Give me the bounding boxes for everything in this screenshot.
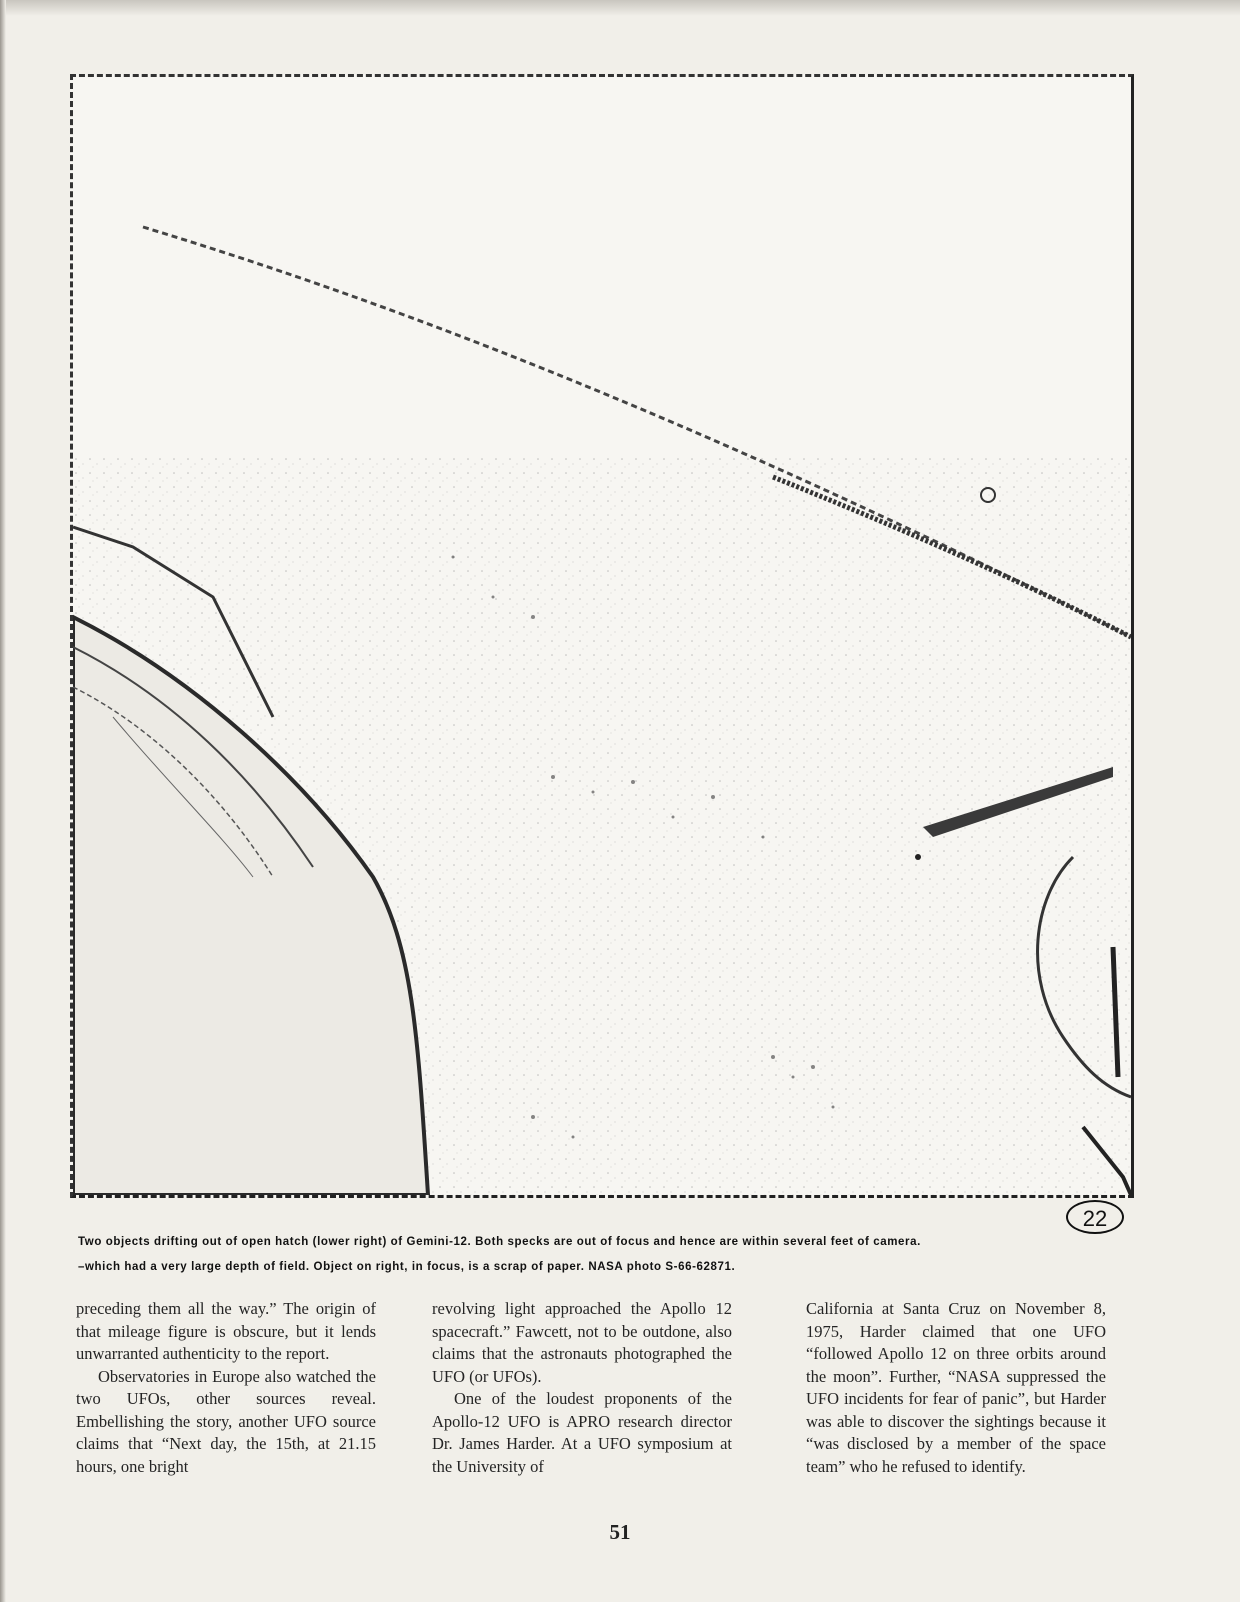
handwritten-page-marker: 22 [1066, 1200, 1124, 1234]
paragraph: Observatories in Europe also watched the two UFOs, other sources reveal. Embellishing the story, another UFO source claims that “Next day, the 15th, at 21.15 hours, one bright [76, 1366, 376, 1476]
paragraph: revolving light approached the Apollo 12 spacecraft.” Fawcett, not to be outdone, also claims that the astronauts photographed the UFO (or UFOs). [432, 1299, 732, 1386]
caption-line: –which had a very large depth of field. Object on right, in focus, is a scrap of paper. NASA photo S-66-62871. [78, 1261, 736, 1273]
page-number: 51 [609, 1520, 631, 1544]
photo-artwork [73, 77, 1131, 1195]
figure-caption [78, 1230, 1138, 1280]
text-column-3 [806, 1298, 1106, 1478]
paragraph: California at Santa Cruz on November 8, 1975, Harder claimed that one UFO “followed Apollo 12 on three orbits around the moon”. Further, “NASA suppressed the UFO incidents for fear of panic”, but Harder was able to discover the sightings because it “was disclosed by a member of the space team” who he refused to identify. [806, 1299, 1106, 1476]
text-column-2 [432, 1298, 732, 1478]
page-top-edge [0, 0, 1240, 16]
caption-line: Two objects drifting out of open hatch (lower right) of Gemini-12. Both specks are out of focus and hence are within several feet of camera. [78, 1236, 921, 1248]
page-left-edge [0, 0, 6, 1602]
paragraph: One of the loudest proponents of the Apollo-12 UFO is APRO research director Dr. James Harder. At a UFO symposium at the University of [432, 1389, 732, 1476]
paragraph: preceding them all the way.” The origin of that mileage figure is obscure, but it lends unwarranted authenticity to the report. [76, 1299, 376, 1363]
text-column-1 [76, 1298, 376, 1478]
gemini-12-photo [70, 74, 1134, 1198]
